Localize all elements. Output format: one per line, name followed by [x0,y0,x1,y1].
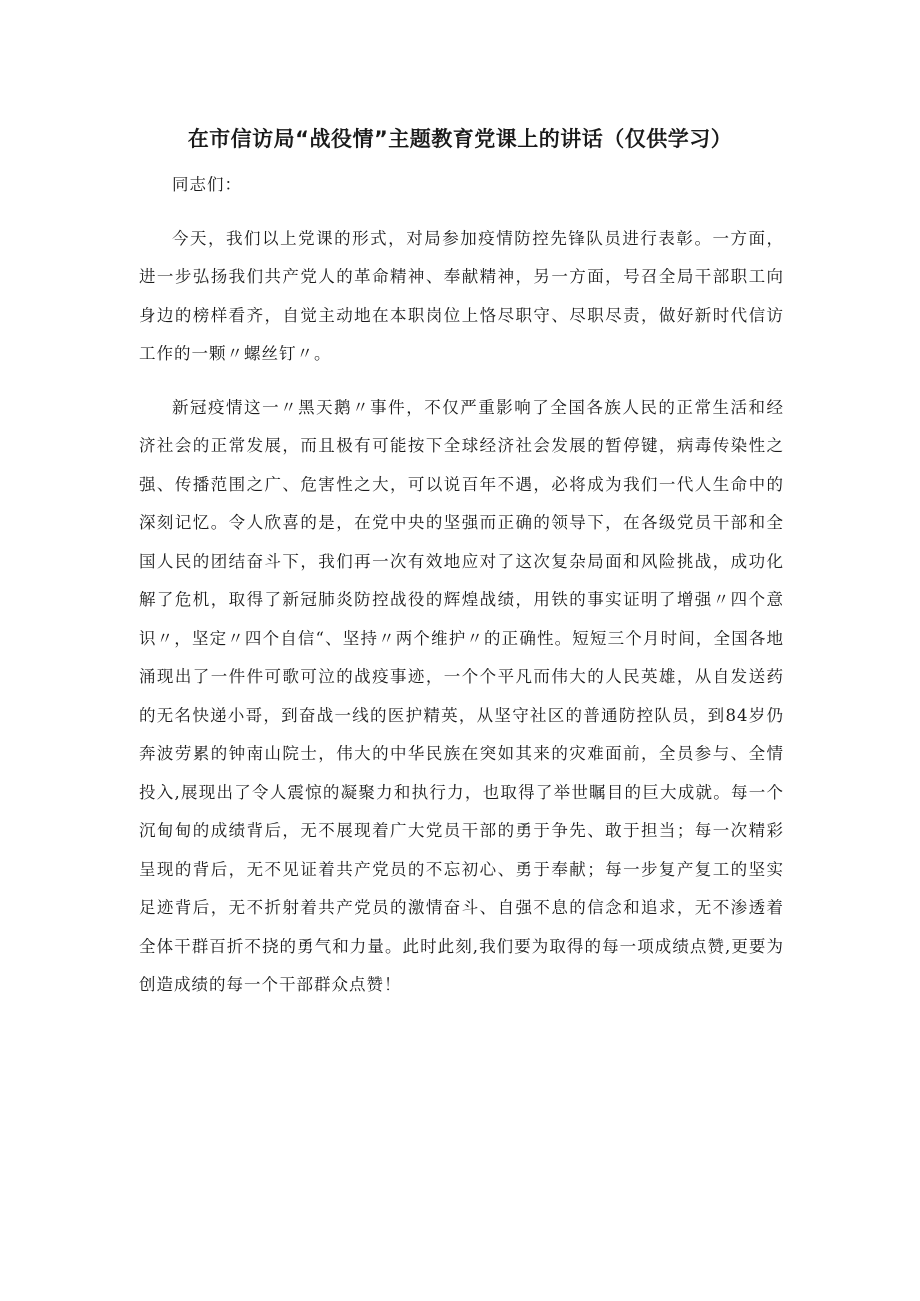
document-body [139,166,784,1005]
paragraph-2: 新冠疫情这一〃黑天鹅〃事件，不仅严重影响了全国各族人民的正常生活和经济社会的正常发展，而且极有可能按下全球经济社会发展的暂停键，病毒传染性之强、传播范围之广、危害性之大，可以说百年不遇，必将成为我们一代人生命中的深刻记忆。令人欣喜的是，在党中央的坚强而正确的领导下，在各级党员干部和全国人民的团结奋斗下，我们再一次有效地应对了这次复杂局面和风险挑战，成功化解了危机，取得了新冠肺炎防控战役的辉煌战绩，用铁的事实证明了增强〃四个意识〃，坚定〃四个自信“、坚持〃两个维护〃的正确性。短短三个月时间，全国各地涌现出了一件件可歌可泣的战疫事迹，一个个平凡而伟大的人民英雄，从自发送药的无名快递小哥，到奋战一线的医护精英，从坚守社区的普通防控队员，到84岁仍奔波劳累的钟南山院士，伟大的中华民族在突如其来的灾难面前，全员参与、全情投入,展现出了令人震惊的凝聚力和执行力，也取得了举世瞩目的巨大成就。每一个沉甸甸的成绩背后，无不展现着广大党员干部的勇于争先、敢于担当；每一次精彩呈现的背后，无不见证着共产党员的不忘初心、勇于奉献；每一步复产复工的坚实足迹背后，无不折射着共产党员的激情奋斗、自强不息的信念和追求，无不渗透着全体干群百折不挠的勇气和力量。此时此刻,我们要为取得的每一项成绩点赞,更要为创造成绩的每一个干部群众点赞！ [139,397,784,994]
salutation: 同志们： [172,175,242,194]
paragraph-1: 今天，我们以上党课的形式，对局参加疫情防控先锋队员进行表彰。一方面，进一步弘扬我们共产党人的革命精神、奉献精神，另一方面，号召全局干部职工向身边的榜样看齐，自觉主动地在本职岗位上恪尽职守、尽职尽责，做好新时代信访工作的一颗〃螺丝钉〃。 [139,228,784,363]
document-title: 在市信访局“战役情”主题教育党课上的讲话（仅供学习） [187,127,733,151]
